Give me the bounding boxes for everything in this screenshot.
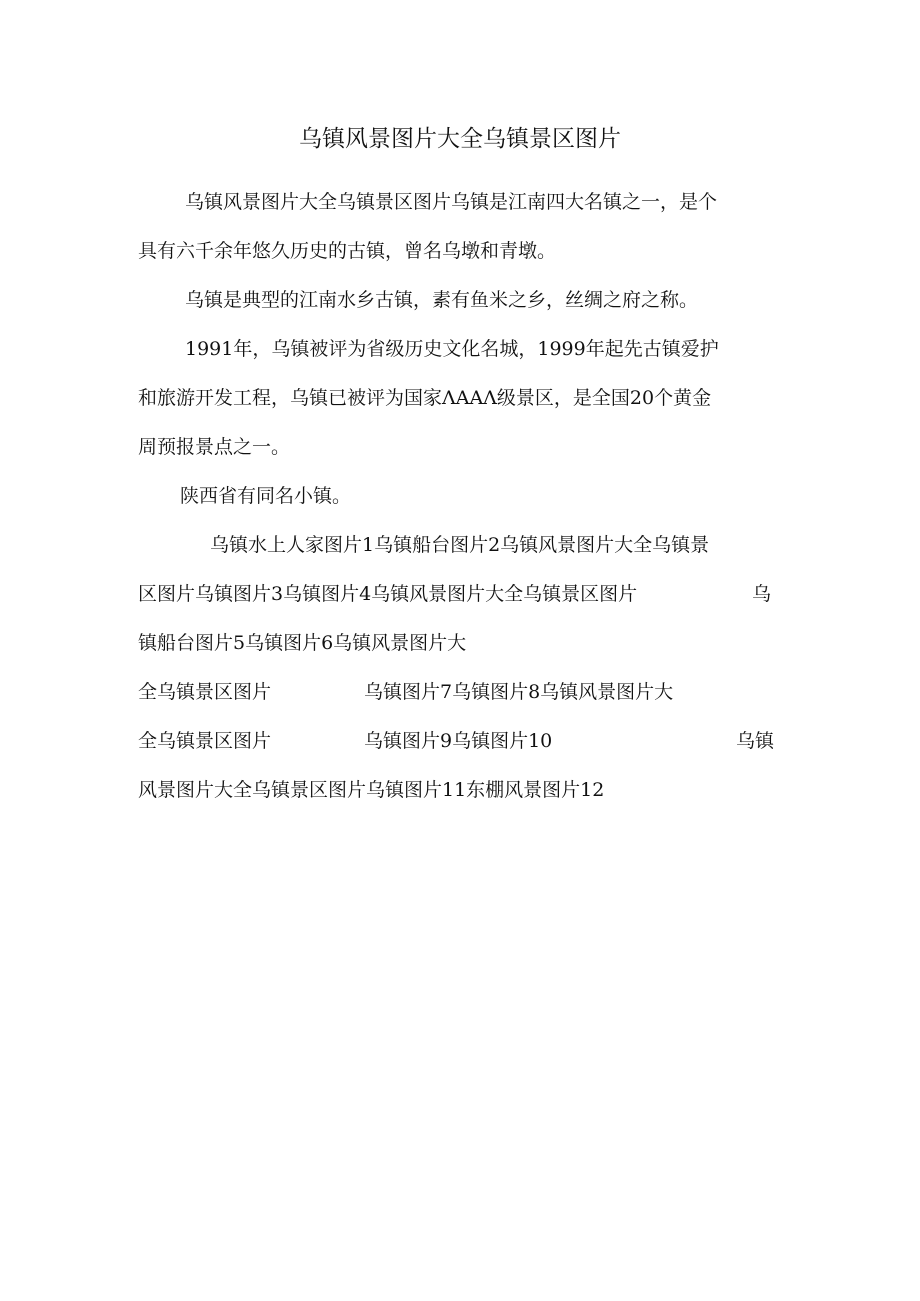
paragraph-3-line-1: 1991年，乌镇被评为省级历史文化名城，1999年起先古镇爱护 — [185, 338, 719, 360]
document-title: 乌镇风景图片大全乌镇景区图片 — [299, 126, 621, 152]
paragraph-3-line-3: 周预报景点之一。 — [138, 436, 291, 458]
paragraph-1-line-2: 具有六千余年悠久历史的古镇，曾名乌墩和青墩。 — [138, 240, 557, 262]
paragraph-2-line-1: 乌镇是典型的江南水乡古镇，素有鱼米之乡，丝绸之府之称。 — [185, 289, 699, 311]
image-list-line-5a: 全乌镇景区图片 — [138, 730, 272, 752]
paragraph-4-line-1: 陕西省有同名小镇。 — [180, 485, 352, 507]
image-list-line-2b: 乌 — [752, 583, 772, 605]
image-list-line-2a: 区图片乌镇图片3乌镇图片4乌镇风景图片大全乌镇景区图片 — [138, 583, 638, 605]
image-list-line-5b: 乌镇图片9乌镇图片10 — [364, 730, 553, 752]
image-list-line-1: 乌镇水上人家图片1乌镇船台图片2乌镇风景图片大全乌镇景 — [210, 534, 710, 556]
image-list-line-4a: 全乌镇景区图片 — [138, 681, 272, 703]
image-list-line-4b: 乌镇图片7乌镇图片8乌镇风景图片大 — [364, 681, 674, 703]
paragraph-3-line-2: 和旅游开发工程，乌镇已被评为国家ΛAAΛ级景区，是全国20个黄金 — [138, 387, 712, 409]
paragraph-1-line-1: 乌镇风景图片大全乌镇景区图片乌镇是江南四大名镇之一，是个 — [185, 191, 718, 213]
image-list-line-3: 镇船台图片5乌镇图片6乌镇风景图片大 — [138, 632, 467, 654]
image-list-line-6: 风景图片大全乌镇景区图片乌镇图片11东棚风景图片12 — [138, 779, 605, 801]
image-list-line-5c: 乌镇 — [736, 730, 775, 752]
